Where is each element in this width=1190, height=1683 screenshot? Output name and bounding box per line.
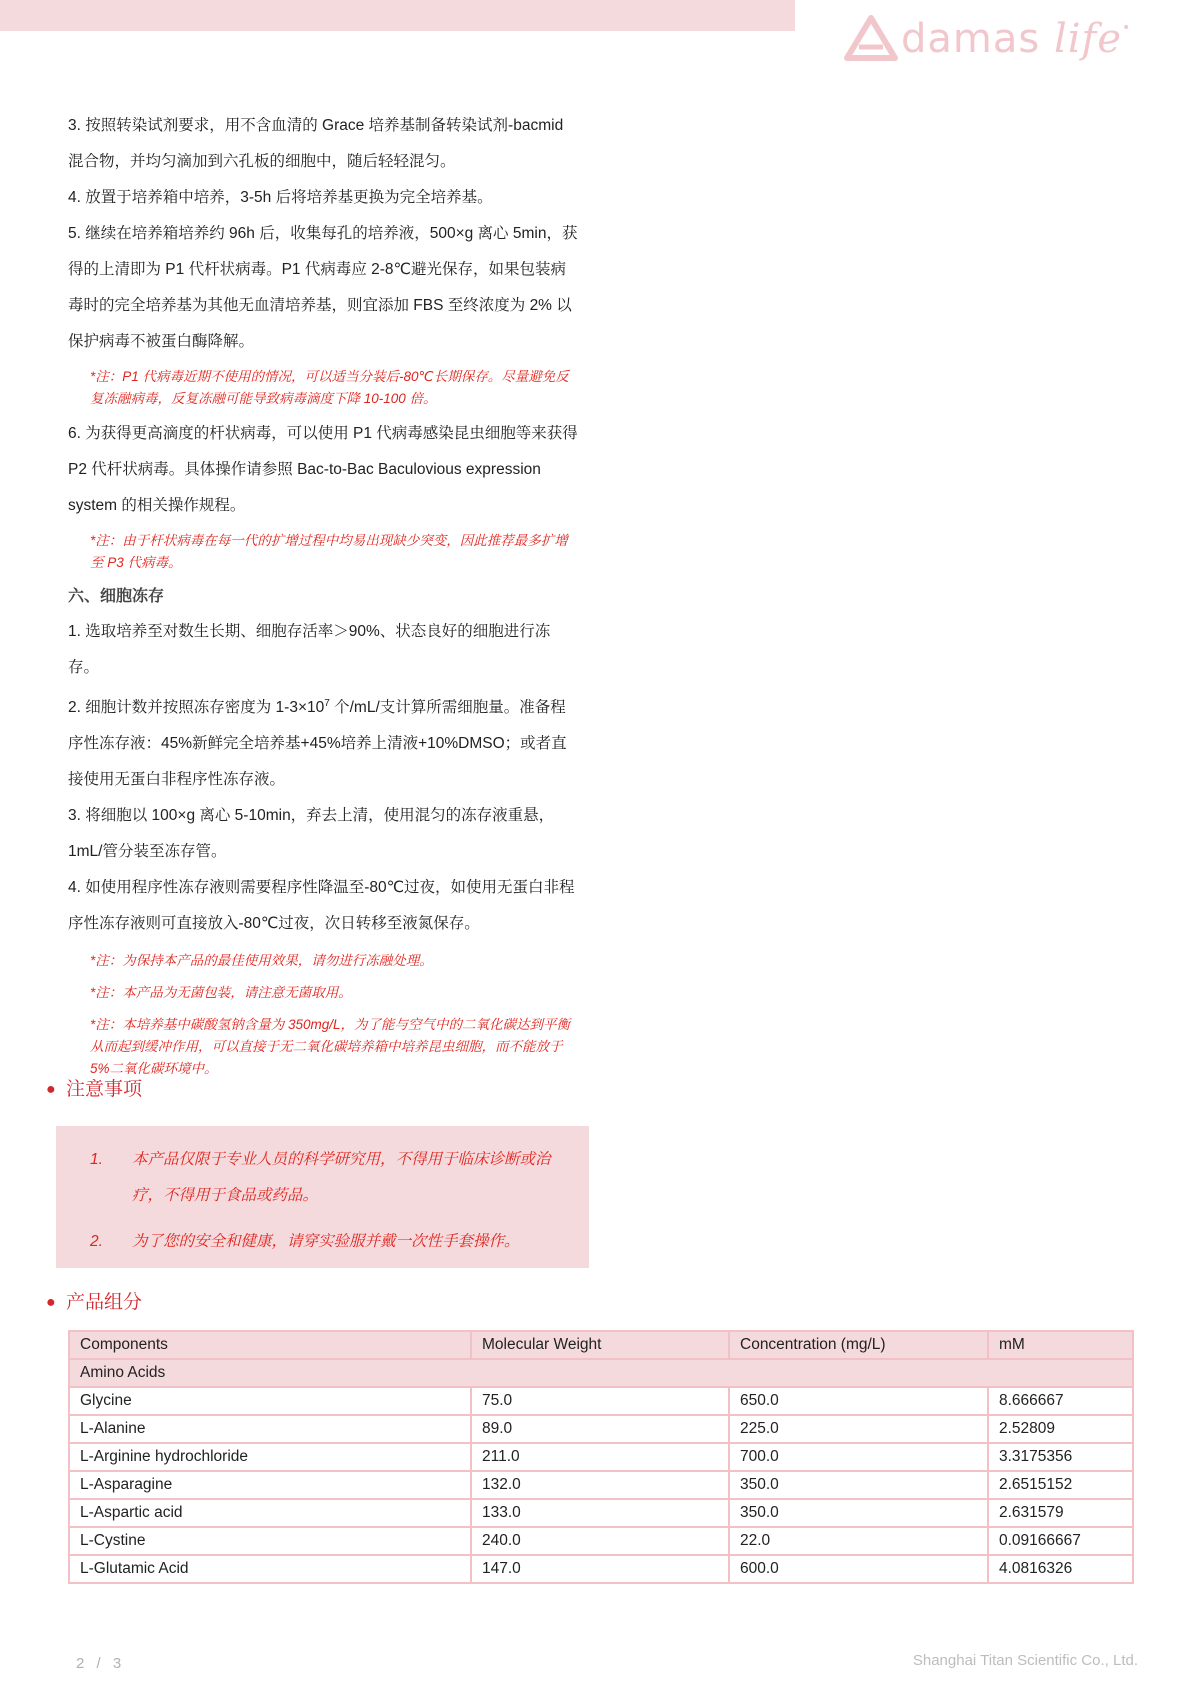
freeze-step-1: 1. 选取培养至对数生长期、细胞存活率＞90%、状态良好的细胞进行冻存。 xyxy=(68,623,551,676)
caution-section-title: ● 注意事项 xyxy=(46,1076,142,1104)
table-row xyxy=(69,1443,1133,1471)
table-cell: L-Asparagine xyxy=(69,1471,471,1499)
table-cell: 225.0 xyxy=(729,1415,988,1443)
logo-text: damas xyxy=(901,16,1041,62)
table-cell: 211.0 xyxy=(471,1443,729,1471)
caution-box xyxy=(56,1126,589,1268)
composition-table xyxy=(68,1330,1134,1584)
header-cell: Components xyxy=(69,1331,471,1359)
protocol-content xyxy=(68,108,580,1086)
table-cell: 600.0 xyxy=(729,1555,988,1583)
table-cell: 2.6515152 xyxy=(988,1471,1133,1499)
table-cell: 650.0 xyxy=(729,1387,988,1415)
table-cell: 22.0 xyxy=(729,1527,988,1555)
bullet-icon: ● xyxy=(46,1294,56,1311)
page-number: 2 / 3 xyxy=(76,1655,126,1672)
header-cell: Concentration (mg/L) xyxy=(729,1331,988,1359)
table-row xyxy=(69,1555,1133,1583)
step-5: 5. 继续在培养箱培养约 96h 后，收集每孔的培养液，500×g 离心 5min，获得的上清即为 P1 代杆状病毒。P1 代病毒应 2-8℃避光保存，如果包装病毒时的完全培养基为其他无血清培养基，则宜添加 FBS 至终浓度为 2% 以保护病毒不被蛋白酶降解。 xyxy=(68,225,578,350)
logo-wordmark: damas life• xyxy=(901,16,1132,62)
table-cell: 4.0816326 xyxy=(988,1555,1133,1583)
table-cell: 2.631579 xyxy=(988,1499,1133,1527)
table-row xyxy=(69,1499,1133,1527)
freeze-note-3: *注：本培养基中碳酸氢钠含量为 350mg/L，为了能与空气中的二氧化碳达到平衡从而起到缓冲作用，可以直接于无二氧化碳培养箱中培养昆虫细胞，而不能放于 5%二氧化碳环境中。 xyxy=(90,1017,571,1077)
freeze-step-2: 2. 细胞计数并按照冻存密度为 $1-3\times 10^7$ 个/mL/支计算所需细胞量。准备程序性冻存液：45%新鲜完全培养基+45%培养上清液+10%DMSO；或者直接使用无蛋白非程序性冻存液。 xyxy=(68,698,567,789)
table-cell: 89.0 xyxy=(471,1415,729,1443)
brand-logo xyxy=(843,14,1133,74)
table-cell: 132.0 xyxy=(471,1471,729,1499)
freeze-note-1: *注：为保持本产品的最佳使用效果，请勿进行冻融处理。 xyxy=(90,953,433,969)
table-cell: L-Aspartic acid xyxy=(69,1499,471,1527)
bullet-icon: ● xyxy=(46,1081,56,1098)
table-cell: 350.0 xyxy=(729,1471,988,1499)
header-cell: Molecular Weight xyxy=(471,1331,729,1359)
logo-script: life xyxy=(1053,16,1122,62)
step-3: 3. 按照转染试剂要求，用不含血清的 Grace 培养基制备转染试剂-bacmid 混合物，并均匀滴加到六孔板的细胞中，随后轻轻混匀。 xyxy=(68,117,564,170)
header-cell: mM xyxy=(988,1331,1133,1359)
table-cell: 700.0 xyxy=(729,1443,988,1471)
header-band xyxy=(0,0,795,31)
table-cell: L-Alanine xyxy=(69,1415,471,1443)
caution-item: 1. 本产品仅限于专业人员的科学研究用，不得用于临床诊断或治疗，不得用于食品或药品。 xyxy=(90,1151,551,1204)
freeze-note-2: *注：本产品为无菌包装，请注意无菌取用。 xyxy=(90,985,352,1001)
table-header-row xyxy=(69,1331,1133,1359)
table-cell: 147.0 xyxy=(471,1555,729,1583)
table-row xyxy=(69,1387,1133,1415)
freeze-step-4: 4. 如使用程序性冻存液则需要程序性降温至-80℃过夜，如使用无蛋白非程序性冻存液则可直接放入-80℃过夜，次日转移至液氮保存。 xyxy=(68,879,575,933)
table-cell: L-Cystine xyxy=(69,1527,471,1555)
logo-triangle-icon xyxy=(843,14,899,64)
step-4: 4. 放置于培养箱中培养，3-5h 后将培养基更换为完全培养基。 xyxy=(68,189,493,206)
note-p3-limit: *注：由于杆状病毒在每一代的扩增过程中均易出现缺少突变，因此推荐最多扩增至 P3 代病毒。 xyxy=(90,533,568,570)
table-cell: L-Glutamic Acid xyxy=(69,1555,471,1583)
table-cell: L-Arginine hydrochloride xyxy=(69,1443,471,1471)
composition-section-title: ● 产品组分 xyxy=(46,1289,142,1317)
table-cell: 0.09166667 xyxy=(988,1527,1133,1555)
table-row xyxy=(69,1527,1133,1555)
table-cell: 3.3175356 xyxy=(988,1443,1133,1471)
caution-item: 2. 为了您的安全和健康，请穿实验服并戴一次性手套操作。 xyxy=(90,1233,520,1250)
table-cell: 350.0 xyxy=(729,1499,988,1527)
freeze-step-3: 3. 将细胞以 100×g 离心 5-10min，弃去上清，使用混匀的冻存液重悬，1mL/管分装至冻存管。 xyxy=(68,807,555,861)
table-cell: 75.0 xyxy=(471,1387,729,1415)
table-cell: Glycine xyxy=(69,1387,471,1415)
category-cell: Amino Acids xyxy=(69,1359,1133,1387)
table-row xyxy=(69,1415,1133,1443)
company-name: Shanghai Titan Scientific Co., Ltd. xyxy=(912,1652,1138,1669)
category-row xyxy=(69,1359,1133,1387)
table-cell: 240.0 xyxy=(471,1527,729,1555)
note-p1-storage: *注：P1 代病毒近期不使用的情况，可以适当分装后-80℃长期保存。尽量避免反复冻融病毒，反复冻融可能导致病毒滴度下降 10-100 倍。 xyxy=(90,369,569,406)
cell-freeze-heading: 六、细胞冻存 xyxy=(68,588,165,605)
table-cell: 2.52809 xyxy=(988,1415,1133,1443)
table-cell: 133.0 xyxy=(471,1499,729,1527)
step-6: 6. 为获得更高滴度的杆状病毒，可以使用 P1 代病毒感染昆虫细胞等来获得 P2 代杆状病毒。具体操作请参照 Bac-to-Bac Baculovious expression system 的相关操作规程。 xyxy=(68,425,578,514)
table-cell: 8.666667 xyxy=(988,1387,1133,1415)
table-row xyxy=(69,1471,1133,1499)
